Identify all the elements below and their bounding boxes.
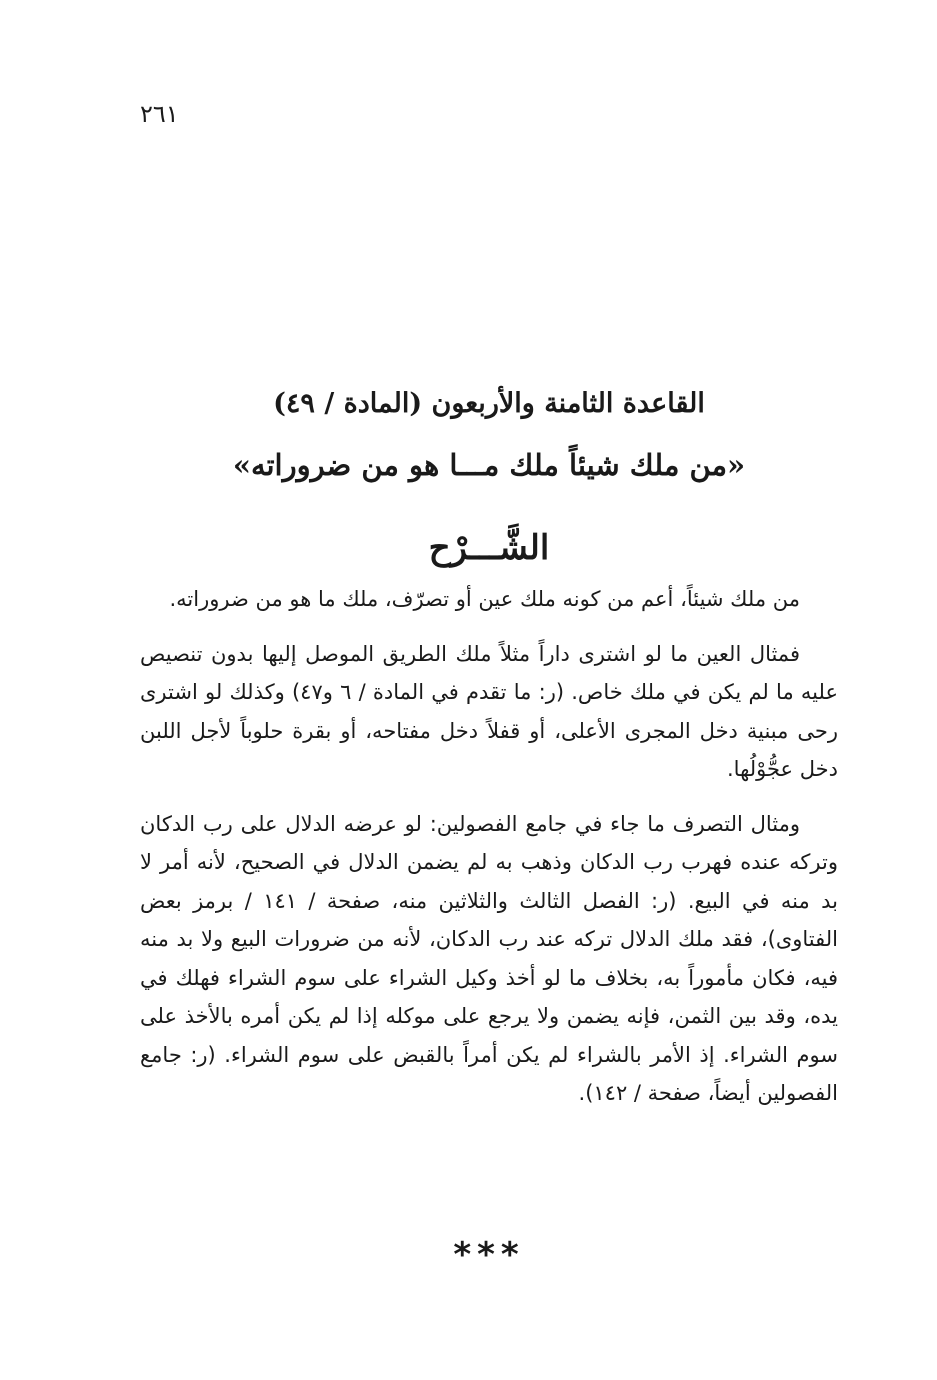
rule-title: القاعدة الثامنة والأربعون (المادة / ٤٩)	[273, 388, 705, 419]
page-number: ٢٦١	[140, 100, 179, 128]
paragraph-3: ومثال التصرف ما جاء في جامع الفصولين: لو عرضه الدلال على رب الدكان وتركه عنده فهرب رب الدكان وذهب به لم يضمن الدلال في الصحيح، لأنه أمر لا بد منه في البيع. (ر: الفصل الثالث والثلاثين منه، صفحة / ١٤١ / برمز بعض الفتاوى)، فقد ملك الدلال تركه عند رب الدكان، لأنه من ضرورات البيع ولا بد منه فيه، فكان مأموراً به، بخلاف ما لو أخذ وكيل الشراء على سوم الشراء فهلك في يده، وقد بين الثمن، فإنه يضمن ولا يرجع على موكله إذا لم يكن أمره بالأخذ على سوم الشراء. إذ الأمر بالشراء لم يكن أمراً بالقبض على سوم الشراء. (ر: جامع الفصولين أيضاً، صفحة / ١٤٢).	[140, 811, 839, 1105]
section-title: الشَّـــرْح	[428, 528, 550, 568]
paragraph-2: فمثال العين ما لو اشترى داراً مثلاً ملك الطريق الموصل إليها بدون تنصيص عليه ما لم يكن في ملك خاص. (ر: ما تقدم في المادة / ٦ و٤٧) وكذلك لو اشترى رحى مبنية دخل المجرى الأعلى، أو قفلاً دخل مفتاحه، أو بقرة حلوباً لأجل اللبن دخل عجُّوْلُها.	[140, 641, 839, 781]
section-divider: ***	[453, 1235, 525, 1275]
rule-statement: «من ملك شيئاً ملك مـــا هو من ضروراته»	[232, 448, 746, 482]
paragraph-1: من ملك شيئاً، أعم من كونه ملك عين أو تصرّف، ملك ما هو من ضروراته.	[169, 587, 800, 611]
body-text	[140, 580, 838, 1129]
